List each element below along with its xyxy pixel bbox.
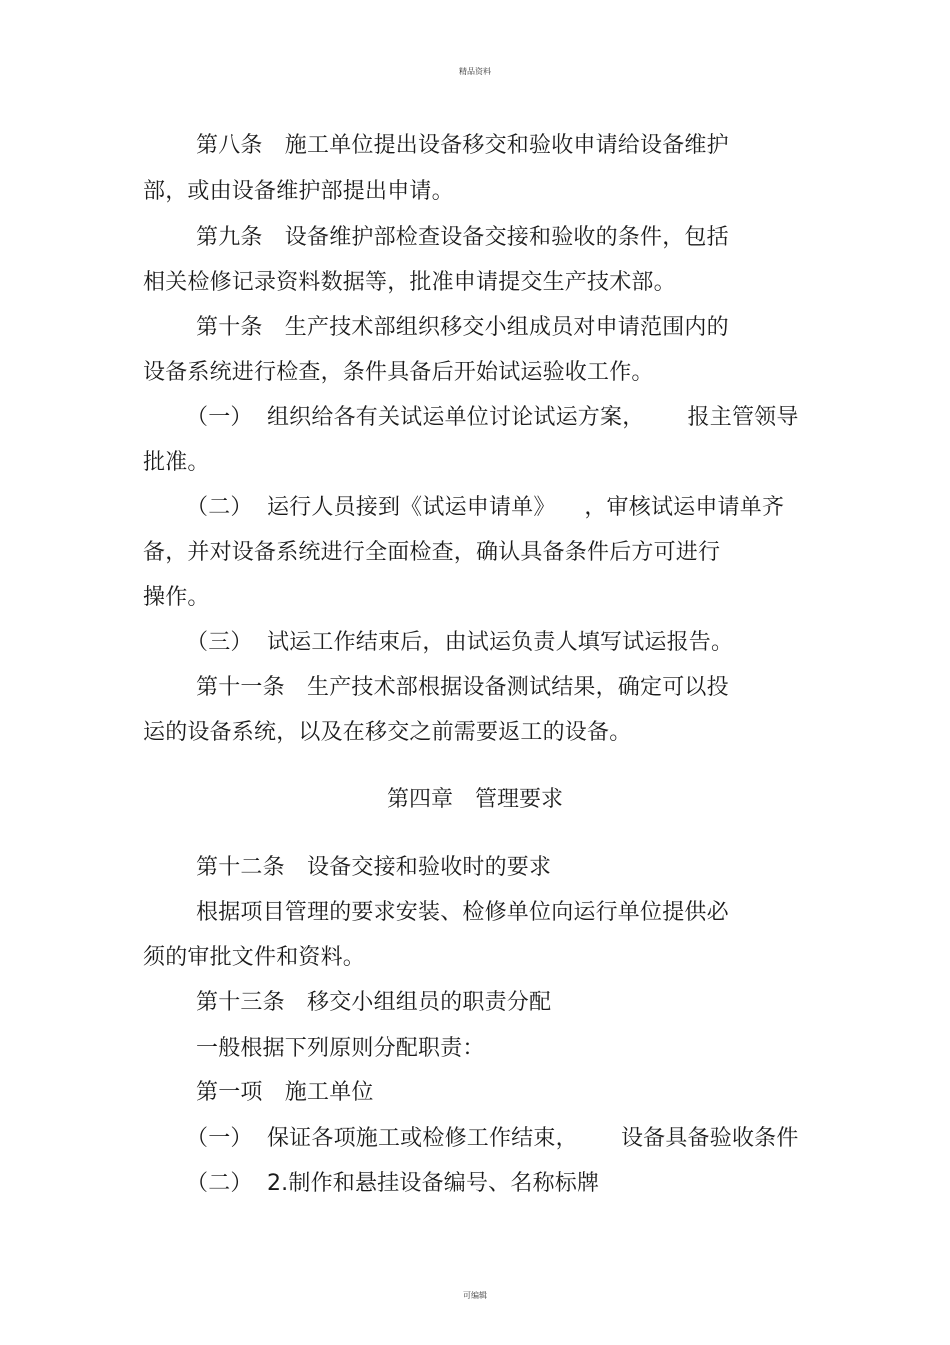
article-10-item-1-line-1: （一） 组织给各有关试运单位讨论试运方案， 报主管领导 — [186, 405, 799, 430]
article-12-line-2: 须的审批文件和资料。 — [143, 945, 366, 970]
article-9-line-1: 第九条 设备维护部检查设备交接和验收的条件，包括 — [196, 225, 729, 250]
page-header: 精品资料 — [459, 67, 491, 76]
article-13-title: 第十三条 移交小组组员的职责分配 — [196, 990, 552, 1015]
article-8-line-1: 第八条 施工单位提出设备移交和验收申请给设备维护 — [196, 133, 729, 158]
article-12-title: 第十二条 设备交接和验收时的要求 — [196, 855, 552, 880]
article-10-item-2-line-2: 备，并对设备系统进行全面检查，确认具备条件后方可进行 — [143, 540, 721, 565]
article-12-line-1: 根据项目管理的要求安装、检修单位向运行单位提供必 — [196, 900, 729, 925]
article-11-line-1: 第十一条 生产技术部根据设备测试结果，确定可以投 — [196, 675, 729, 700]
section-1-title: 第一项 施工单位 — [196, 1080, 374, 1105]
article-8-line-2: 部，或由设备维护部提出申请。 — [143, 179, 454, 204]
article-9-line-2: 相关检修记录资料数据等，批准申请提交生产技术部。 — [143, 270, 676, 295]
article-10-item-2-line-3: 操作。 — [143, 585, 210, 610]
section-1-item-2: （二） 2.制作和悬挂设备编号、名称标牌 — [186, 1171, 600, 1196]
article-13-intro: 一般根据下列原则分配职责： — [196, 1036, 485, 1061]
page-footer: 可编辑 — [463, 1291, 487, 1300]
section-1-item-1: （一） 保证各项施工或检修工作结束， 设备具备验收条件 — [186, 1126, 799, 1151]
article-10-line-2: 设备系统进行检查，条件具备后开始试运验收工作。 — [143, 360, 654, 385]
article-10-item-3: （三） 试运工作结束后，由试运负责人填写试运报告。 — [186, 630, 734, 655]
article-10-item-2-line-1: （二） 运行人员接到《试运申请单》 ，审核试运申请单齐 — [186, 495, 785, 520]
article-10-line-1: 第十条 生产技术部组织移交小组成员对申请范围内的 — [196, 315, 729, 340]
article-10-item-1-line-2: 批准。 — [143, 450, 210, 475]
chapter-4-heading: 第四章 管理要求 — [386, 787, 563, 812]
article-11-line-2: 运的设备系统，以及在移交之前需要返工的设备。 — [143, 720, 632, 745]
